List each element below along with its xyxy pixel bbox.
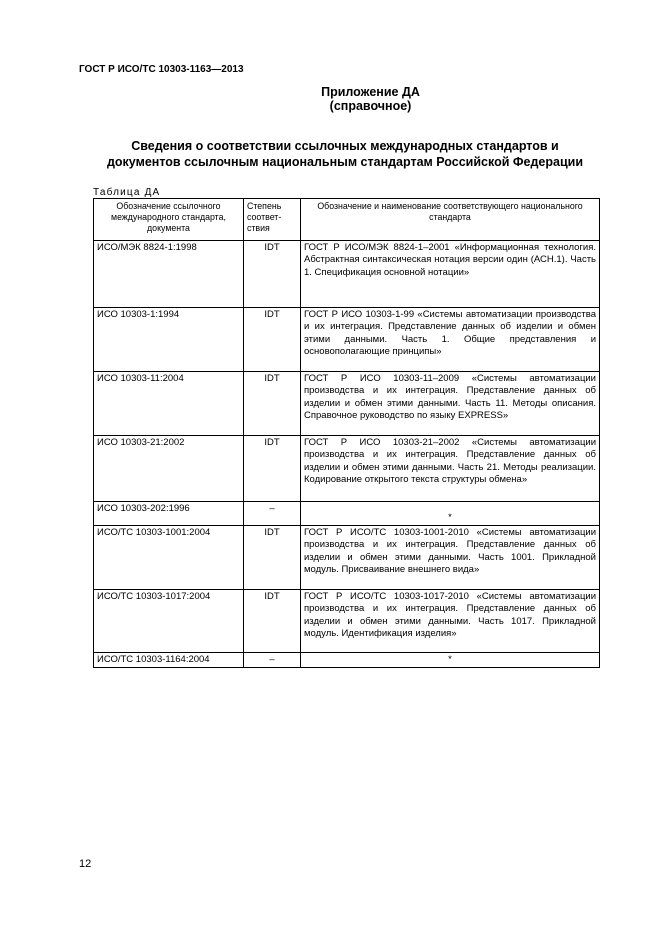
cell-degree: IDT — [244, 526, 301, 590]
correspondence-table — [93, 198, 600, 668]
cell-national: ГОСТ Р ИСО/МЭК 8824-1–2001 «Информационная технология. Абстрактная синтаксическая нотация версии один (АСН.1). Часть 1. Спецификация основной нотации» — [301, 241, 600, 308]
table-caption: Таблица ДА — [93, 187, 161, 198]
header-degree-line-2: соответ- — [247, 212, 282, 222]
cell-degree: IDT — [244, 436, 301, 502]
table-row — [94, 502, 600, 526]
cell-degree: IDT — [244, 372, 301, 436]
table-row — [94, 590, 600, 653]
cell-reference: ИСО 10303-202:1996 — [94, 502, 244, 526]
cell-national: ГОСТ Р ИСО/ТС 10303-1001-2010 «Системы автоматизации производства и их интеграция. Представление данных об изделии и обмен этими данными. Часть 1001. Прикладной модуль. Присваивание внешнего вида» — [301, 526, 600, 590]
cell-national: ГОСТ Р ИСО 10303-1-99 «Системы автоматизации производства и их интеграция. Представление данных об изделии и обмен этими данными. Часть 1. Общие представления и основополагающие принципы» — [301, 308, 600, 372]
cell-national: ГОСТ Р ИСО 10303-11–2009 «Системы автоматизации производства и их интеграция. Представление данных об изделии и обмен этими данными. Часть 11. Методы описания. Справочное руководство по языку EXPRESS» — [301, 372, 600, 436]
cell-reference: ИСО/МЭК 8824-1:1998 — [94, 241, 244, 308]
page-number: 12 — [79, 858, 92, 870]
cell-national: ГОСТ Р ИСО 10303-21–2002 «Системы автоматизации производства и их интеграция. Представление данных об изделии и обмен этими данными. Часть 21. Методы реализации. Кодирование открытого текста структуры обмена» — [301, 436, 600, 502]
header-reference-standard: Обозначение ссылочного международного стандарта, документа — [94, 199, 244, 241]
cell-reference: ИСО/ТС 10303-1017:2004 — [94, 590, 244, 653]
cell-reference: ИСО/ТС 10303-1164:2004 — [94, 653, 244, 668]
annex-subtitle: (справочное) — [329, 99, 412, 113]
table-row — [94, 241, 600, 308]
cell-reference: ИСО 10303-1:1994 — [94, 308, 244, 372]
table-row — [94, 372, 600, 436]
section-title — [85, 138, 605, 170]
cell-degree: IDT — [244, 241, 301, 308]
header-degree — [244, 199, 301, 241]
header-national-standard: Обозначение и наименование соответствующего национального стандарта — [301, 199, 600, 241]
table-row — [94, 526, 600, 590]
annex-title: Приложение ДА — [321, 85, 420, 99]
table-row — [94, 436, 600, 502]
header-degree-line-1: Степень — [247, 201, 282, 211]
cell-degree: IDT — [244, 590, 301, 653]
cell-national: ГОСТ Р ИСО/ТС 10303-1017-2010 «Системы автоматизации производства и их интеграция. Представление данных об изделии и обмен этими данными. Часть 1017. Прикладной модуль. Идентификация изделия» — [301, 590, 600, 653]
header-degree-line-3: ствия — [247, 223, 270, 233]
table-row — [94, 653, 600, 668]
document-header: ГОСТ Р ИСО/ТС 10303-1163—2013 — [79, 64, 244, 75]
cell-reference: ИСО 10303-11:2004 — [94, 372, 244, 436]
cell-national: * — [301, 502, 600, 526]
cell-reference: ИСО 10303-21:2002 — [94, 436, 244, 502]
section-title-line-2: документов ссылочным национальным стандартам Российской Федерации — [106, 155, 584, 169]
section-title-line-1: Сведения о соответствии ссылочных международных стандартов и — [131, 139, 559, 153]
cell-degree: IDT — [244, 308, 301, 372]
table-row — [94, 308, 600, 372]
cell-degree: – — [244, 653, 301, 668]
cell-national: * — [301, 653, 600, 668]
cell-reference: ИСО/ТС 10303-1001:2004 — [94, 526, 244, 590]
cell-degree: – — [244, 502, 301, 526]
table-header-row — [94, 199, 600, 241]
